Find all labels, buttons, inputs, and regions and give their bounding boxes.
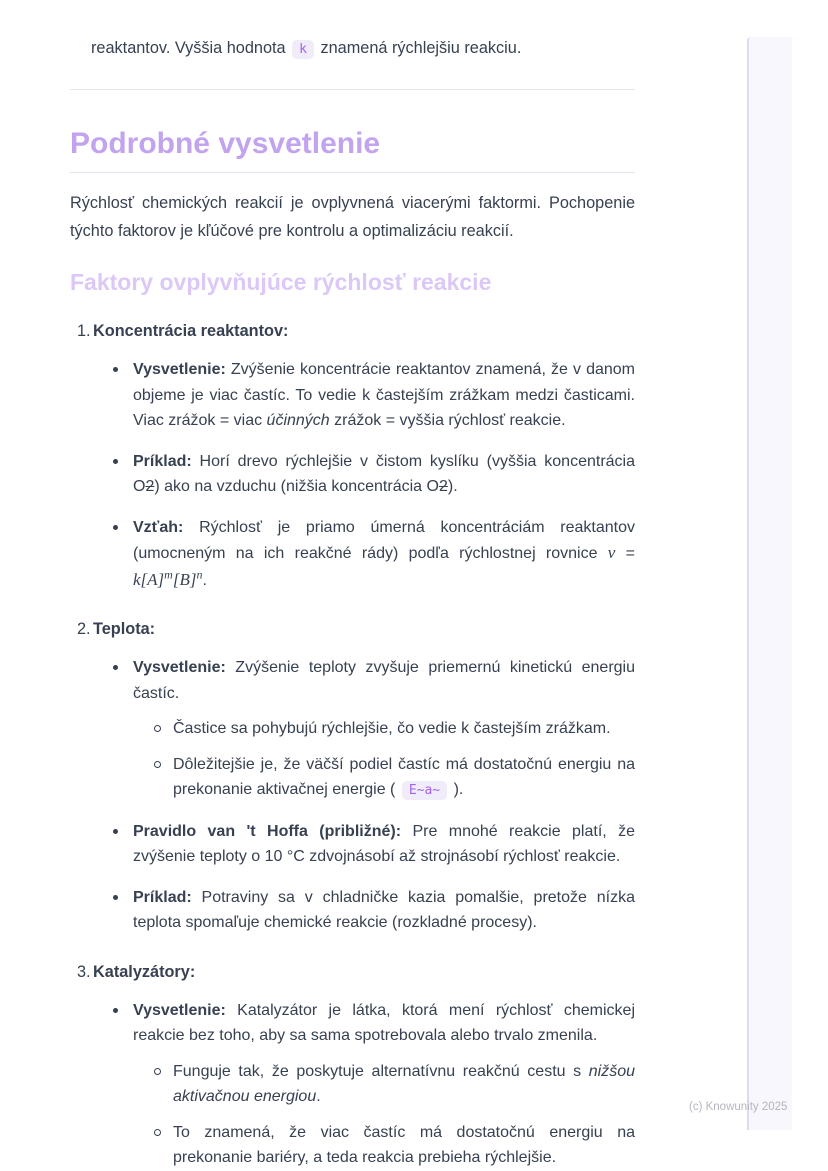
sub-bullet-text: Dôležitejšie je, že väčší podiel častíc má dostatočnú energiu na prekonanie aktivačnej energie ( E~a~ ). <box>173 755 635 798</box>
list-title-text: Teplota: <box>93 620 156 638</box>
list-number: 1. <box>77 322 91 340</box>
section-heading: Faktory ovplyvňujúce rýchlosť reakcie <box>70 269 492 295</box>
bullet-item <box>133 655 635 804</box>
bullet-item <box>133 885 635 936</box>
sub-bullet-list <box>133 716 635 804</box>
bullet-list <box>70 357 635 593</box>
list-number: 3. <box>77 962 91 981</box>
sub-bullet-text: Častice sa pohybujú rýchlejšie, čo vedie k častejším zrážkam. <box>173 720 611 737</box>
sub-bullet-item <box>173 752 635 804</box>
bullet-item <box>133 998 635 1171</box>
sub-bullet-text: Funguje tak, že poskytuje alternatívnu reakčnú cestu s nižšou aktivačnou energiou. <box>173 1062 635 1105</box>
bullet-text: Vysvetlenie: Zvýšenie teploty zvyšuje priemernú kinetickú energiu častíc. <box>133 659 635 702</box>
bullet-text: Príklad: Potraviny sa v chladničke kazia pomalšie, pretože nízka teplota spomaľuje chemické reakcie (rozkladné procesy). <box>133 888 635 931</box>
bullet-text: Vysvetlenie: Katalyzátor je látka, ktorá mení rýchlosť chemickej reakcie bez toho, aby sa sama spotrebovala alebo trvalo zmenila. <box>133 1001 635 1044</box>
document-content <box>70 0 635 1171</box>
bullet-text: Pravidlo van 't Hoffa (približné): Pre mnohé reakcie platí, že zvýšenie teploty o 10 °C zdvojnásobí až strojnásobí rýchlosť reakcie. <box>133 822 636 865</box>
sub-bullet-list <box>133 1059 635 1171</box>
sub-bullet-text: To znamená, že viac častíc má dostatočnú energiu na prekonanie bariéry, a teda reakcia prebieha rýchlejšie. <box>173 1123 635 1166</box>
list-item-temperature <box>70 615 635 936</box>
list-item-concentration <box>70 317 635 593</box>
sub-bullet-item <box>173 1059 635 1110</box>
bullet-item <box>133 357 635 434</box>
list-item-catalysts <box>70 958 635 1171</box>
bullet-text: Vysvetlenie: Zvýšenie koncentrácie reaktantov znamená, že v danom objeme je viac častíc. To vedie k častejším zrážkam medzi časticami. Viac zrážok = viac účinných zrážok = vyššia rýchlosť reakcie. <box>133 361 635 429</box>
sub-bullet-item <box>173 716 635 742</box>
list-item-title <box>70 615 635 643</box>
list-number: 2. <box>77 620 91 638</box>
adjacent-page-edge <box>747 37 792 1130</box>
section-divider <box>70 89 635 90</box>
list-item-title <box>70 958 635 986</box>
bullet-text: Vzťah: Rýchlosť je priamo úmerná koncentráciám reaktantov (umocneným na ich reakčné rády) podľa rýchlostnej rovnice $v = k[A]^m[B]^n$. <box>133 518 635 589</box>
bullet-item <box>133 515 635 594</box>
bullet-item <box>133 449 635 500</box>
bullet-text: Príklad: Horí drevo rýchlejšie v čistom kyslíku (vyššia koncentrácia O2) ako na vzduchu (nižšia koncentrácia O2). <box>133 452 635 495</box>
bullet-list <box>70 998 635 1171</box>
copyright-text: (c) Knowunity 2025 <box>689 1101 788 1113</box>
factors-list <box>70 317 635 1171</box>
page-title: Podrobné vysvetlenie <box>70 126 635 173</box>
list-title-text: Koncentrácia reaktantov: <box>93 322 289 340</box>
bullet-item <box>133 819 635 870</box>
list-title-text: Katalyzátory: <box>93 962 196 981</box>
lead-paragraph: Rýchlosť chemických reakcií je ovplyvnená viacerými faktormi. Pochopenie týchto faktorov je kľúčové pre kontrolu a optimalizáciu reakcií. <box>70 194 635 240</box>
list-item-title <box>70 317 635 345</box>
sub-bullet-item <box>173 1120 635 1171</box>
intro-paragraph: reaktantov. Vyššia hodnota k znamená rýchlejšiu reakciu. <box>91 39 522 57</box>
bullet-list <box>70 655 635 936</box>
